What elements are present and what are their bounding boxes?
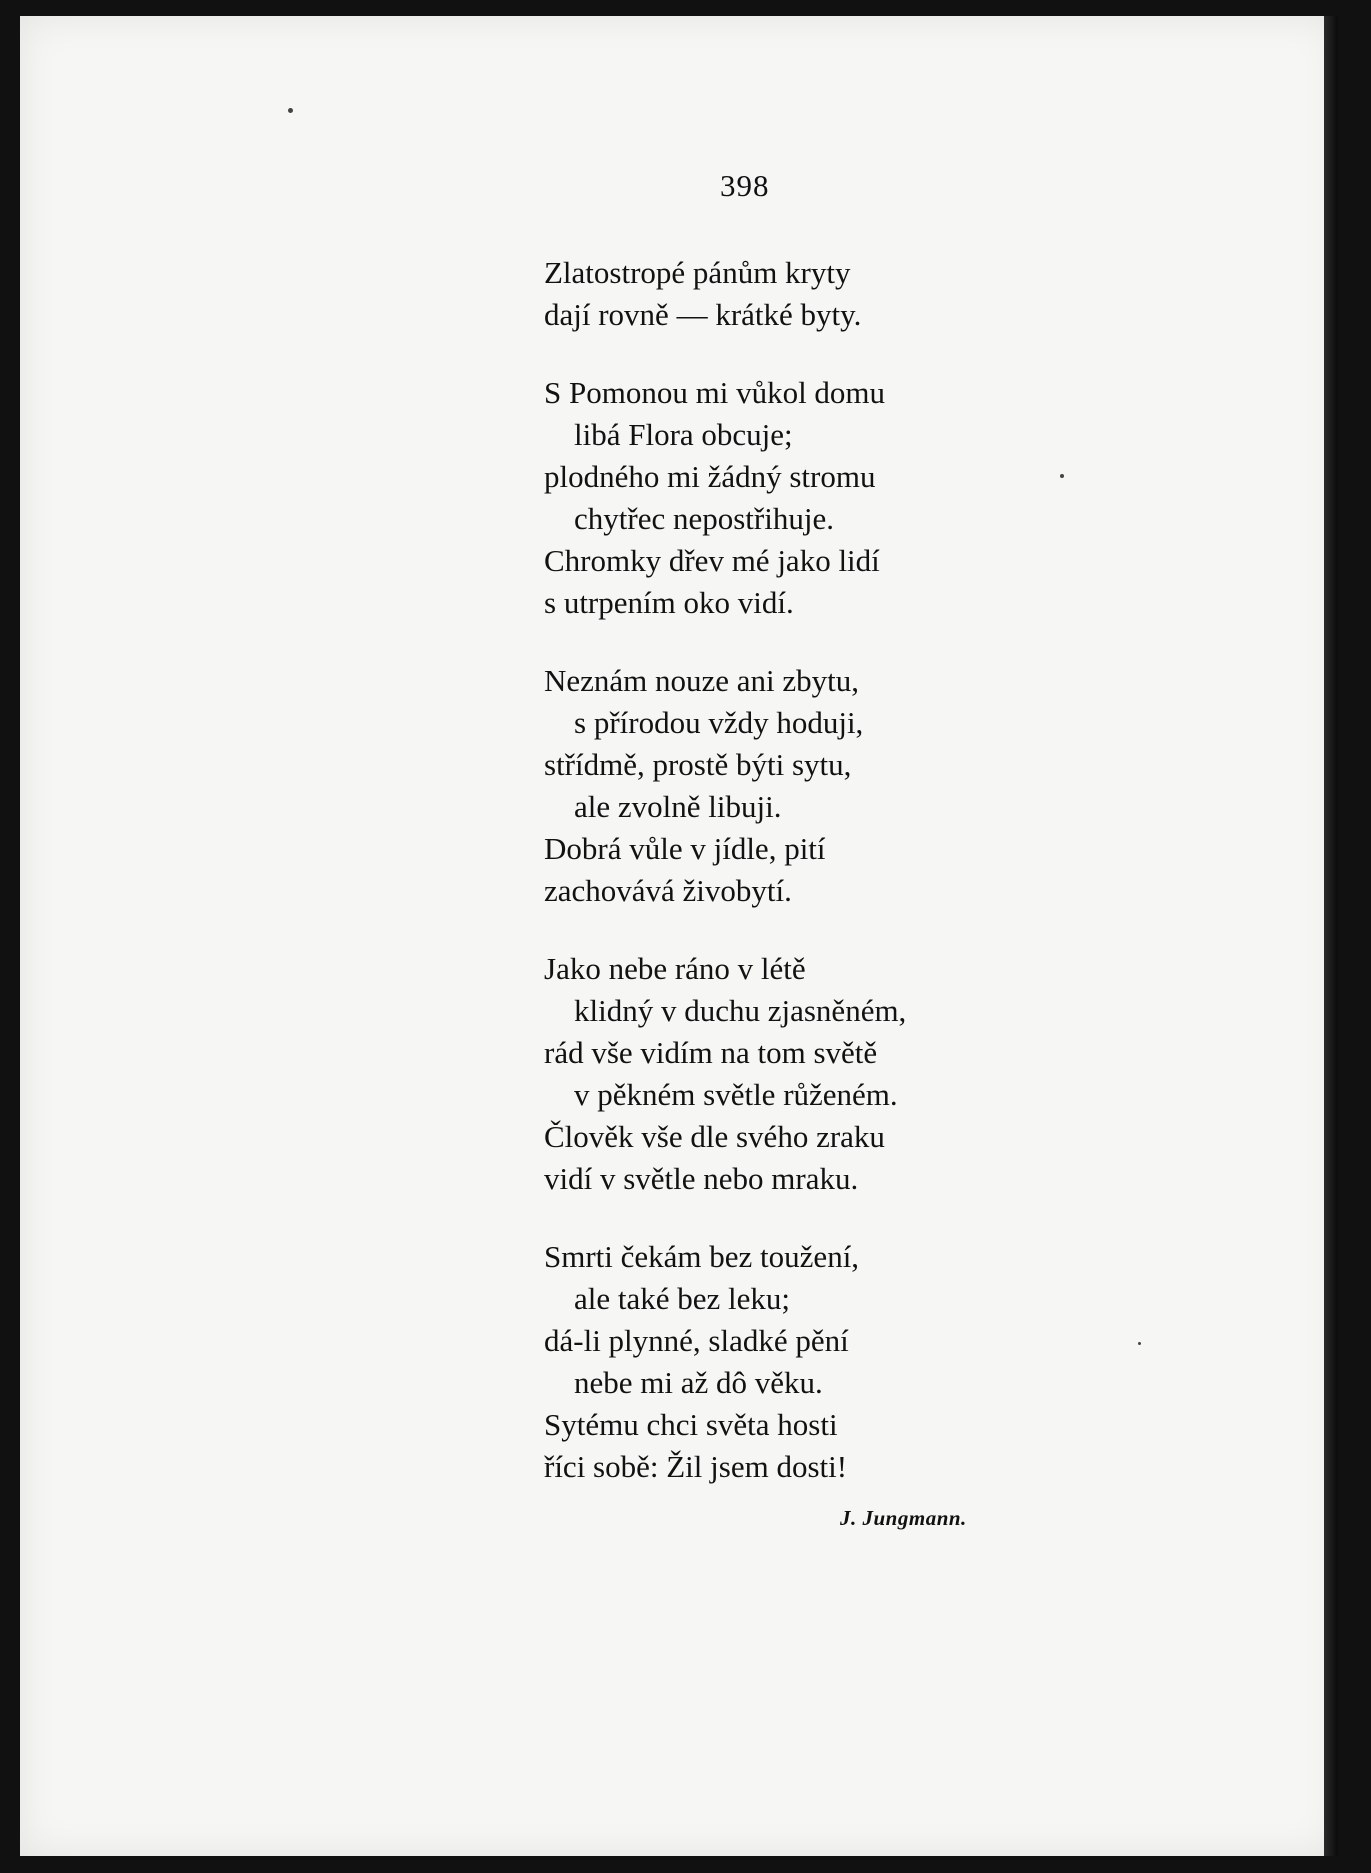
poem-line: dá-li plynné, sladké pění [544, 1323, 849, 1358]
poem-line: ale zvolně libuji. [574, 789, 782, 824]
poem-line: říci sobě: Žil jsem dosti! [544, 1449, 848, 1484]
poem-line: v pěkném světle růženém. [574, 1077, 898, 1112]
page-edge-shadow [1324, 16, 1338, 1856]
poem-line: S Pomonou mi vůkol domu [544, 375, 886, 410]
poem-line: ale také bez leku; [574, 1281, 791, 1316]
poem-line: Sytému chci světa hosti [544, 1407, 838, 1442]
poem-body [544, 252, 1064, 1524]
stanza [544, 372, 1064, 624]
scan-speck [1138, 1342, 1141, 1345]
poem-line: vidí v světle nebo mraku. [544, 1161, 859, 1196]
poem-line: s utrpením oko vidí. [544, 585, 794, 620]
page-number: 398 [720, 168, 770, 203]
poem-line: libá Flora obcuje; [574, 417, 793, 452]
stanza [544, 1236, 1064, 1488]
poem-line: dají rovně — krátké byty. [544, 297, 862, 332]
poem-line: rád vše vidím na tom světě [544, 1035, 878, 1070]
poem-line: zachovává živobytí. [544, 873, 792, 908]
poem-line: Zlatostropé pánům kryty [544, 255, 851, 290]
poem-line: klidný v duchu zjasněném, [574, 993, 907, 1028]
scan-speck [288, 108, 293, 113]
poem-line: nebe mi až dô věku. [574, 1365, 823, 1400]
poem-line: Člověk vše dle svého zraku [544, 1119, 885, 1154]
poem-line: Chromky dřev mé jako lidí [544, 543, 880, 578]
author-signature: J. Jungmann. [840, 1506, 967, 1530]
poem-line: plodného mi žádný stromu [544, 459, 876, 494]
stanza [544, 660, 1064, 912]
poem-line: chytřec nepostřihuje. [574, 501, 834, 536]
poem-line: Smrti čekám bez toužení, [544, 1239, 860, 1274]
poem-line: Dobrá vůle v jídle, pití [544, 831, 826, 866]
poem-line: střídmě, prostě býti sytu, [544, 747, 852, 782]
stanza [544, 252, 1064, 336]
stanza [544, 948, 1064, 1200]
poem-line: Jako nebe ráno v létě [544, 951, 806, 986]
poem-line: Neznám nouze ani zbytu, [544, 663, 860, 698]
book-page [20, 16, 1338, 1856]
poem-line: s přírodou vždy hoduji, [574, 705, 864, 740]
